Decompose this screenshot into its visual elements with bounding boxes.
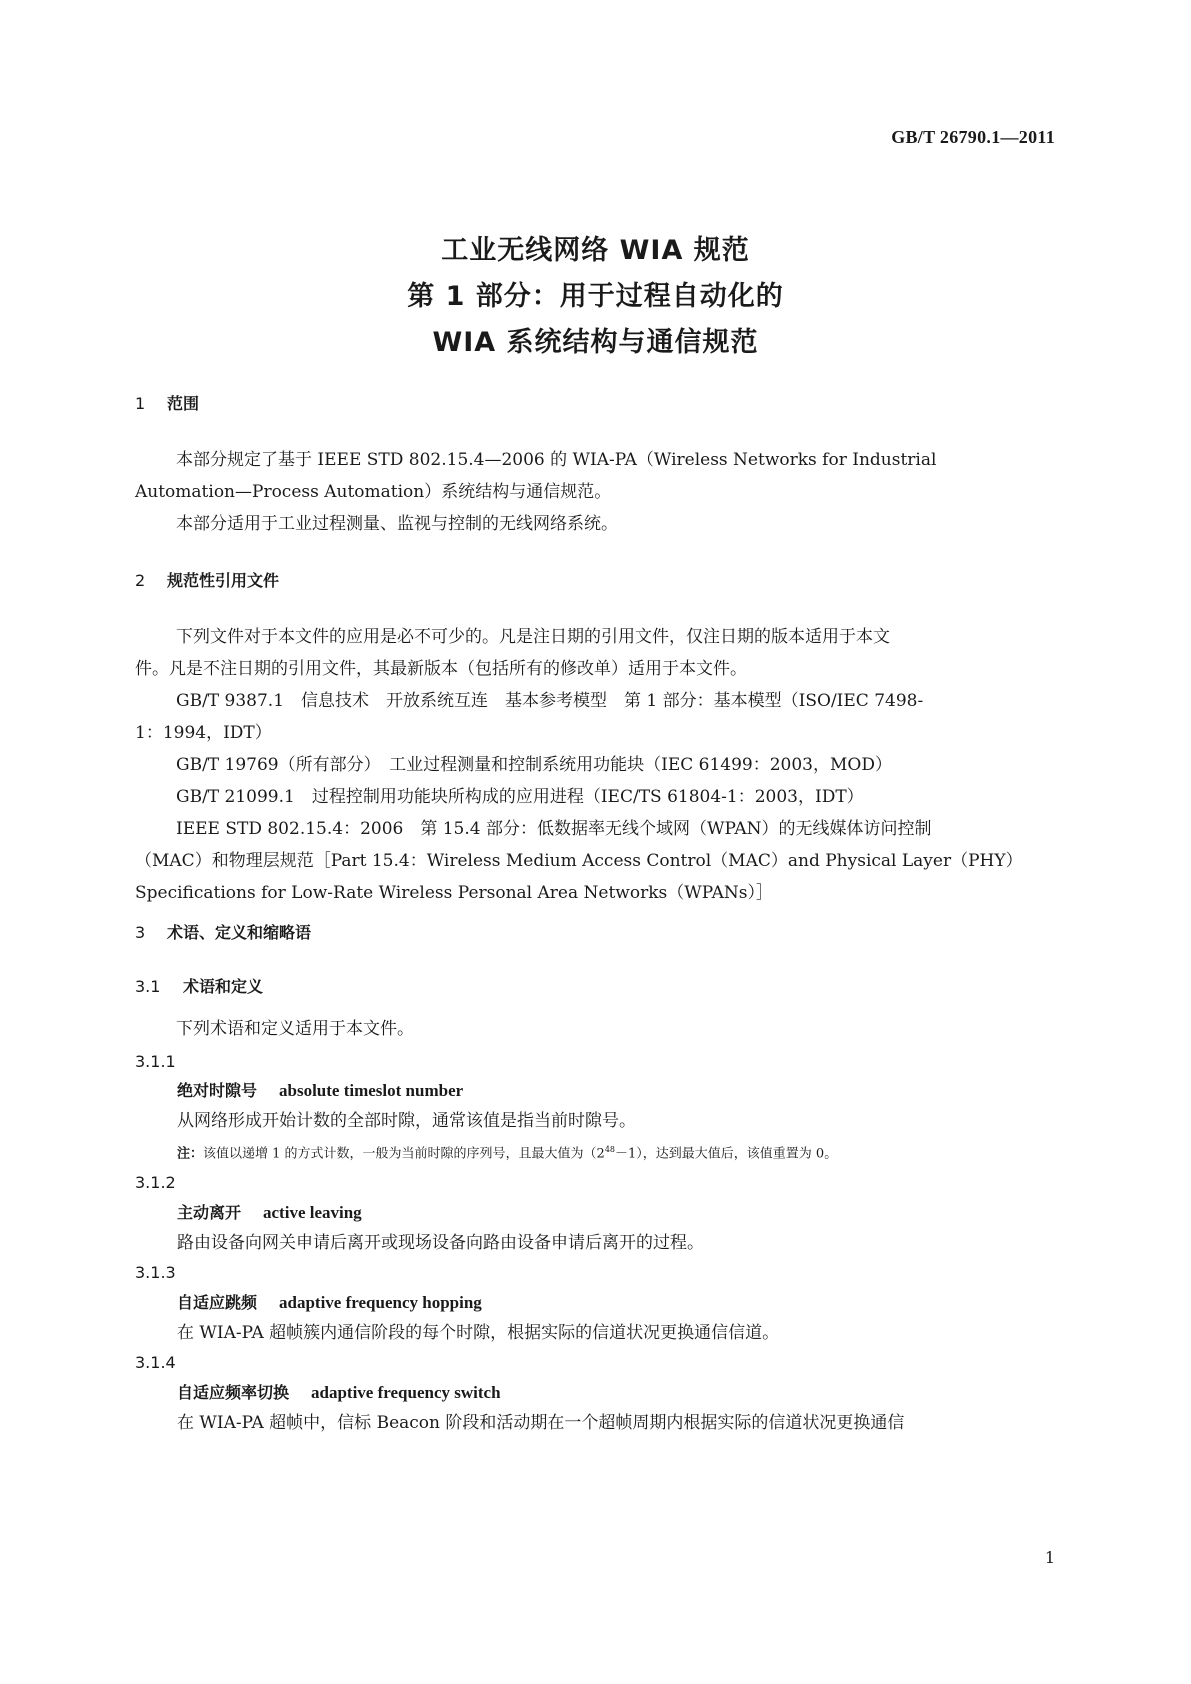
document-title [0,228,1191,366]
term-definition: 从网络形成开始计数的全部时隙，通常该值是指当前时隙号。 [177,1111,636,1131]
term-definition: 路由设备向网关申请后离开或现场设备向路由设备申请后离开的过程。 [177,1233,704,1254]
paragraph: 下列文件对于本文件的应用是必不可少的。凡是注日期的引用文件，仅注日期的版本适用于本文 [176,627,890,647]
note-label: 注： [177,1146,204,1162]
term-heading [135,1198,1055,1228]
section-1-body [135,444,1055,540]
reference-continuation: 1：1994，IDT） [135,723,272,743]
title-line-3: WIA 系统结构与通信规范 [432,327,759,358]
paragraph-continuation: Automation—Process Automation）系统结构与通信规范。 [135,482,612,502]
term-zh: 自适应跳频 [177,1293,258,1313]
term-entry [135,1348,1055,1438]
reference-continuation: Specifications for Low-Rate Wireless Personal Area Networks（WPANs）］ [135,883,773,903]
term-en: absolute timeslot number [279,1081,464,1100]
term-entry [135,1168,1055,1258]
section-title: 术语、定义和缩略语 [167,923,312,942]
reference-item: GB/T 21099.1 过程控制用功能块所构成的应用进程（IEC/TS 61804-1：2003，IDT） [176,787,864,807]
term-entry [135,1258,1055,1348]
note-text: 该值以递增 1 的方式计数，一般为当前时隙的序列号，且最大值为（2 [203,1146,605,1162]
subsection-3-1-heading [135,974,1055,997]
reference-item: IEEE STD 802.15.4：2006 第 15.4 部分：低数据率无线个域网（WPAN）的无线媒体访问控制 [176,819,932,839]
term-definition: 在 WIA-PA 超帧簇内通信阶段的每个时隙，根据实际的信道状况更换通信信道。 [177,1323,780,1344]
reference-item: GB/T 9387.1 信息技术 开放系统互连 基本参考模型 第 1 部分：基本模型（ISO/IEC 7498- [176,691,924,711]
term-number: 3.1.1 [135,1052,176,1071]
section-number: 1 [135,394,146,413]
standard-number: GB/T 26790.1—2011 [891,127,1055,147]
term-heading [135,1076,1055,1106]
subsection-number: 3.1 [135,977,161,996]
term-zh: 自适应频率切换 [177,1383,290,1403]
reference-item: GB/T 19769（所有部分） 工业过程测量和控制系统用功能块（IEC 61499：2003，MOD） [176,755,892,775]
section-2-body [135,621,1055,909]
term-heading [135,1288,1055,1318]
title-line-1: 工业无线网络 WIA 规范 [441,235,750,266]
page-number: 1 [1044,1548,1055,1567]
paragraph-continuation: 件。凡是不注日期的引用文件，其最新版本（包括所有的修改单）适用于本文件。 [135,659,747,679]
term-zh: 绝对时隙号 [177,1081,258,1100]
term-number: 3.1.2 [135,1173,176,1193]
term-definition: 在 WIA-PA 超帧中，信标 Beacon 阶段和活动期在一个超帧周期内根据实际的信道状况更换通信 [177,1413,905,1434]
section-number: 2 [135,571,146,590]
section-title: 规范性引用文件 [167,571,280,590]
note-text-2: －1），达到最大值后，该值重置为 0。 [615,1146,838,1162]
section-number: 3 [135,923,146,942]
section-title: 范围 [167,394,200,413]
paragraph: 本部分适用于工业过程测量、监视与控制的无线网络系统。 [176,514,618,534]
term-note [135,1136,1055,1168]
term-number: 3.1.4 [135,1353,176,1373]
subsection-title: 术语和定义 [183,977,264,996]
paragraph: 本部分规定了基于 IEEE STD 802.15.4—2006 的 WIA-PA（Wireless Networks for Industrial [176,450,937,470]
term-entry [135,1048,1055,1168]
reference-continuation: （MAC）和物理层规范［Part 15.4：Wireless Medium Access Control（MAC）and Physical Layer（PHY） [135,851,1023,871]
title-line-2: 第 1 部分：用于过程自动化的 [407,281,784,312]
section-3-body [135,1013,1055,1438]
term-en: adaptive frequency switch [311,1383,501,1403]
section-2-heading [135,568,1055,591]
term-en: adaptive frequency hopping [279,1293,482,1313]
note-superscript: 48 [604,1145,616,1154]
term-zh: 主动离开 [177,1203,242,1223]
section-3-heading [135,920,1055,943]
term-number: 3.1.3 [135,1263,176,1283]
term-heading [135,1378,1055,1408]
section-1-heading [135,391,1055,414]
paragraph: 下列术语和定义适用于本文件。 [176,1019,414,1039]
term-en: active leaving [263,1203,362,1223]
